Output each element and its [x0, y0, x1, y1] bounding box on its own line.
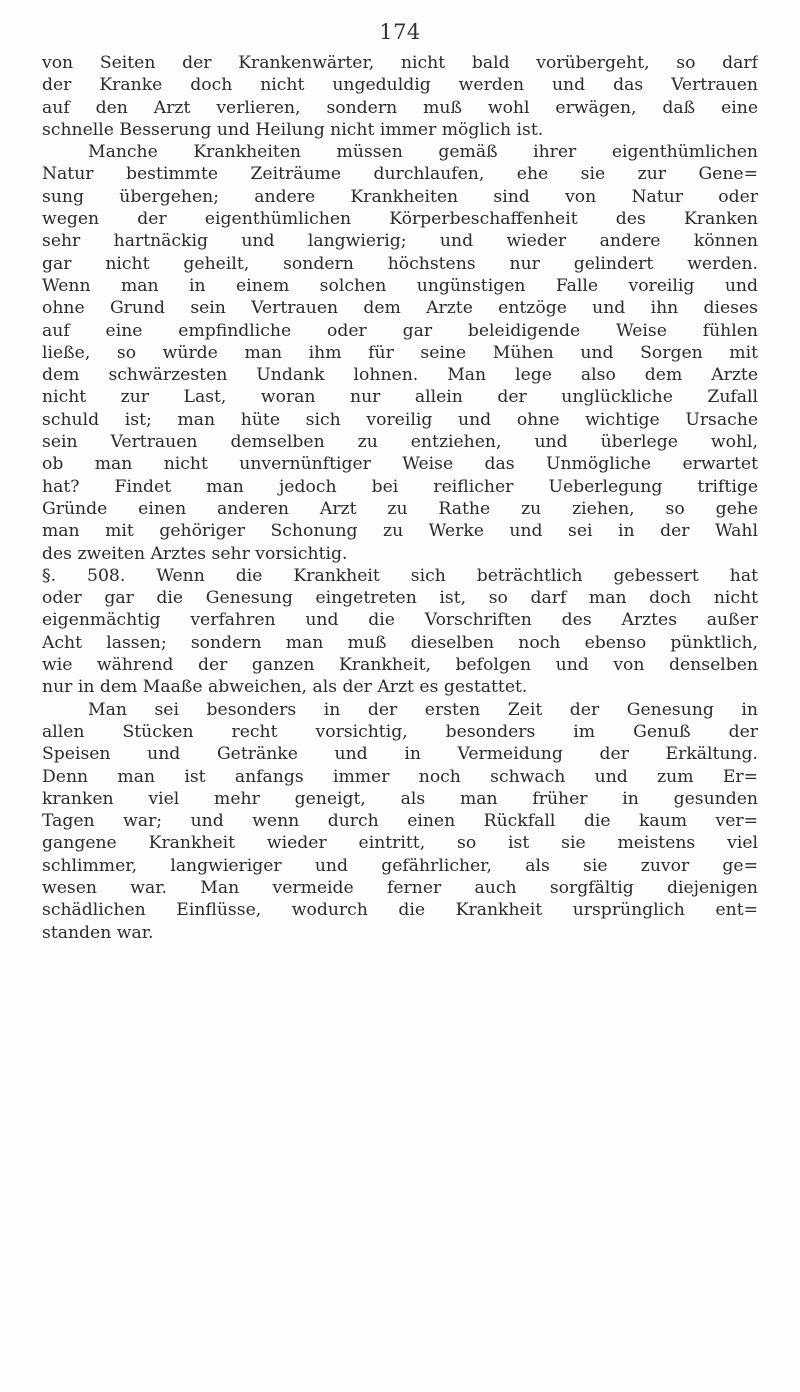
text-line: sein Vertrauen demselben zu entziehen, und überlege wohl,: [42, 432, 758, 453]
text-line: man mit gehöriger Schonung zu Werke und sei in der Wahl: [42, 521, 758, 542]
text-line: allen Stücken recht vorsichtig, besonders im Genuß der: [42, 721, 758, 742]
text-line: Denn man ist anfangs immer noch schwach und zum Er=: [42, 766, 758, 787]
text-line: Manche Krankheiten müssen gemäß ihrer eigenthümlichen: [88, 142, 758, 163]
text-line: dem schwärzesten Undank lohnen. Man lege also dem Arzte: [42, 365, 758, 386]
paragraph: [42, 52, 758, 141]
text-line: schlimmer, langwieriger und gefährlicher, als sie zuvor ge=: [42, 855, 758, 876]
text-line: gar nicht geheilt, sondern höchstens nur gelindert werden.: [42, 253, 758, 274]
text-line: eigenmächtig verfahren und die Vorschriften des Arztes außer: [42, 610, 758, 631]
text-line: oder gar die Genesung eingetreten ist, so darf man doch nicht: [42, 588, 758, 609]
text-line: nicht zur Last, woran nur allein der unglückliche Zufall: [42, 387, 758, 408]
text-line: der Kranke doch nicht ungeduldig werden und das Vertrauen: [42, 75, 758, 96]
text-line: kranken viel mehr geneigt, als man früher in gesunden: [42, 788, 758, 809]
text-line: schnelle Besserung und Heilung nicht immer möglich ist.: [42, 119, 544, 140]
text-line: hat? Findet man jedoch bei reiflicher Ueberlegung triftige: [42, 476, 758, 497]
text-line: von Seiten der Krankenwärter, nicht bald vorübergeht, so darf: [42, 53, 758, 73]
paragraph: [42, 141, 758, 565]
text-line: schuld ist; man hüte sich voreilig und ohne wichtige Ursache: [42, 409, 758, 430]
text-line: Natur bestimmte Zeiträume durchlaufen, ehe sie zur Gene=: [42, 164, 758, 185]
text-line: ob man nicht unvernünftiger Weise das Unmögliche erwartet: [42, 454, 758, 475]
text-line: des zweiten Arztes sehr vorsichtig.: [42, 543, 348, 564]
text-line: Wenn man in einem solchen ungünstigen Falle voreilig und: [42, 275, 758, 296]
text-line: Speisen und Getränke und in Vermeidung der Erkältung.: [42, 744, 758, 765]
text-line: Tagen war; und wenn durch einen Rückfall die kaum ver=: [42, 811, 758, 832]
text-line: schädlichen Einflüsse, wodurch die Krankheit ursprünglich ent=: [42, 900, 758, 921]
text-line: ohne Grund sein Vertrauen dem Arzte entzöge und ihn dieses: [42, 298, 758, 319]
text-line: Man sei besonders in der ersten Zeit der Genesung in: [88, 699, 758, 720]
body-text: [42, 52, 758, 944]
text-line: wie während der ganzen Krankheit, befolgen und von denselben: [42, 655, 758, 676]
text-line: gangene Krankheit wieder eintritt, so ist sie meistens viel: [42, 833, 758, 854]
paragraph: [42, 699, 758, 944]
text-line: ließe, so würde man ihm für seine Mühen und Sorgen mit: [42, 342, 758, 363]
text-line: auf eine empfindliche oder gar beleidigende Weise fühlen: [42, 320, 758, 341]
text-line: standen war.: [42, 922, 154, 943]
section-heading-line: §. 508. Wenn die Krankheit sich beträchtlich gebessert hat: [42, 565, 758, 586]
page-number: 174: [379, 20, 421, 44]
text-line: Acht lassen; sondern man muß dieselben noch ebenso pünktlich,: [42, 632, 758, 653]
paragraph: [42, 565, 758, 699]
text-line: nur in dem Maaße abweichen, als der Arzt es gestattet.: [42, 677, 528, 698]
text-line: Gründe einen anderen Arzt zu Rathe zu ziehen, so gehe: [42, 498, 758, 519]
text-line: wegen der eigenthümlichen Körperbeschaffenheit des Kranken: [42, 209, 758, 230]
text-line: wesen war. Man vermeide ferner auch sorgfältig diejenigen: [42, 877, 758, 898]
text-line: sung übergehen; andere Krankheiten sind von Natur oder: [42, 186, 758, 207]
text-line: auf den Arzt verlieren, sondern muß wohl erwägen, daß eine: [42, 97, 758, 118]
text-line: sehr hartnäckig und langwierig; und wieder andere können: [42, 231, 758, 252]
